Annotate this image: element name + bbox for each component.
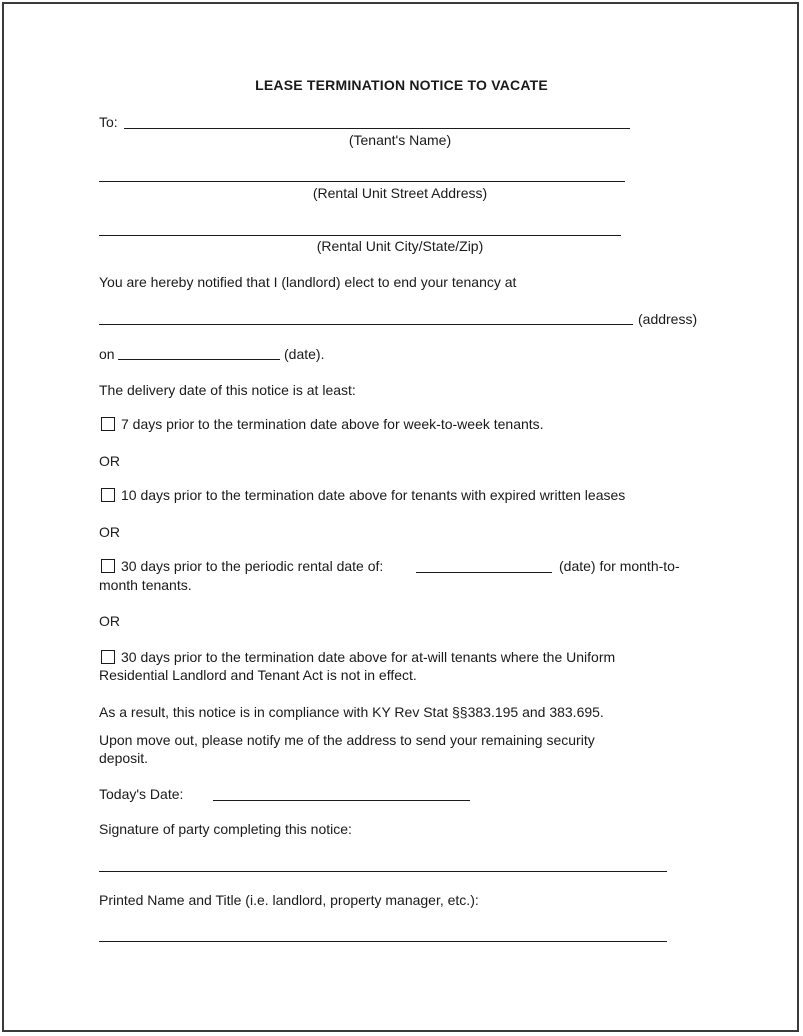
street-address-caption: (Rental Unit Street Address) xyxy=(312,185,488,201)
option-30-days-monthly-suffix: (date) for month-to- xyxy=(559,558,680,574)
option-30-days-at-will-checkbox[interactable] xyxy=(101,650,115,664)
date-caption: (date). xyxy=(284,346,325,362)
signature-label: Signature of party completing this notice: xyxy=(99,821,352,837)
document-page xyxy=(2,2,799,1032)
option-30-days-monthly-checkbox[interactable] xyxy=(101,559,115,573)
address-caption: (address) xyxy=(638,311,698,327)
termination-address-field[interactable] xyxy=(99,324,633,325)
street-address-field[interactable] xyxy=(99,181,625,182)
todays-date-field[interactable] xyxy=(213,800,470,801)
option-30-days-monthly-label: 30 days prior to the periodic rental date of: xyxy=(121,558,384,574)
city-state-zip-field[interactable] xyxy=(99,235,621,236)
city-state-zip-caption: (Rental Unit City/State/Zip) xyxy=(316,238,484,254)
to-label: To: xyxy=(99,114,118,130)
notice-text: You are hereby notified that I (landlord) elect to end your tenancy at xyxy=(99,274,517,290)
tenant-name-field[interactable] xyxy=(124,128,630,129)
page-title: LEASE TERMINATION NOTICE TO VACATE xyxy=(255,77,548,93)
option-10-days-label: 10 days prior to the termination date above for tenants with expired written leases xyxy=(121,487,626,503)
option-30-days-at-will-line2: Residential Landlord and Tenant Act is not in effect. xyxy=(99,667,417,683)
or-separator: OR xyxy=(99,524,120,540)
or-separator: OR xyxy=(99,453,120,469)
termination-date-field[interactable] xyxy=(118,359,280,360)
signature-field[interactable] xyxy=(99,871,667,872)
or-separator: OR xyxy=(99,613,120,629)
todays-date-label: Today's Date: xyxy=(99,786,184,802)
option-10-days-checkbox[interactable] xyxy=(101,488,115,502)
printed-name-label: Printed Name and Title (i.e. landlord, property manager, etc.): xyxy=(99,892,479,908)
tenant-name-caption: (Tenant's Name) xyxy=(348,132,452,148)
option-30-days-at-will-label: 30 days prior to the termination date above for at-will tenants where the Uniform xyxy=(121,649,616,665)
printed-name-field[interactable] xyxy=(99,941,667,942)
option-7-days-label: 7 days prior to the termination date above for week-to-week tenants. xyxy=(121,416,544,432)
move-out-text: Upon move out, please notify me of the address to send your remaining security xyxy=(99,732,595,748)
compliance-text: As a result, this notice is in compliance with KY Rev Stat §§383.195 and 383.695. xyxy=(99,704,604,720)
periodic-rental-date-field[interactable] xyxy=(416,572,552,573)
option-30-days-monthly-line2: month tenants. xyxy=(99,577,192,593)
delivery-text: The delivery date of this notice is at least: xyxy=(99,382,356,398)
move-out-text-line2: deposit. xyxy=(99,750,149,766)
on-label: on xyxy=(99,346,115,362)
option-7-days-checkbox[interactable] xyxy=(101,417,115,431)
